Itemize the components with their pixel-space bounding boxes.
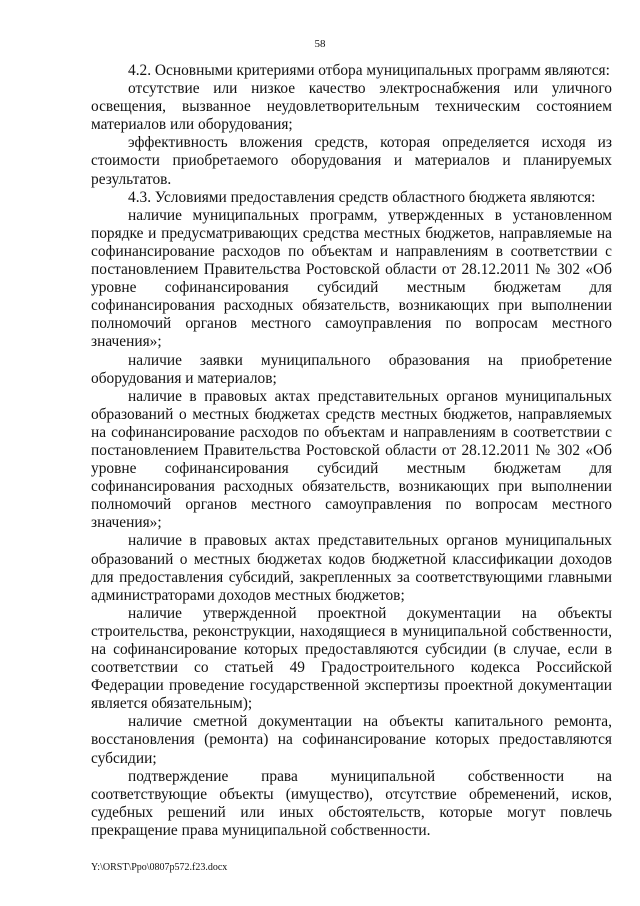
paragraph-condition-budget-funds: наличие в правовых актах представительных органов муниципальных образований о местных бюджетах средств местных бюджетов, направляемых на софинансирование расходов по объектам и направлениям в соответствии с постановлением Правительства Ростовской области от 28.12.2011 № 302 «Об уровне софинансирования субсидий местным бюджетам для софинансирования расходных обязательств, возникающих при выполнении полномочий органов местного самоуправления по вопросам местного значения»;	[91, 387, 612, 532]
paragraph-criteria-heading: 4.2. Основными критериями отбора муниципальных программ являются:	[128, 62, 610, 79]
paragraph-condition-ownership: подтверждение права муниципальной собственности на соответствующие объекты (имущество), отсутствие обременений, исков, судебных решений или иных обстоятельств, которые могут повлечь прекращение права муниципальной собственности.	[91, 767, 612, 839]
paragraph-condition-estimate-docs: наличие сметной документации на объекты капитального ремонта, восстановления (ремонта) на софинансирование которых предоставляются субсидии;	[91, 713, 612, 767]
paragraph-condition-budget-codes: наличие в правовых актах представительных органов муниципальных образований о местных бюджетах кодов бюджетной классификации доходов для предоставления субсидий, закрепленных за соответствующими главными администраторами доходов местных бюджетов;	[91, 532, 612, 604]
footer-file-path: Y:\ORST\Ppo\0807p572.f23.docx	[91, 862, 228, 873]
paragraph-criteria-power-supply: отсутствие или низкое качество электроснабжения или уличного освещения, вызванное неудовлетворительным техническим состоянием материалов или оборудования;	[91, 80, 612, 134]
paragraph-condition-application: наличие заявки муниципального образования на приобретение оборудования и материалов;	[91, 351, 612, 387]
page-number: 58	[314, 38, 326, 50]
paragraph-condition-project-docs: наличие утвержденной проектной документации на объекты строительства, реконструкции, находящиеся в муниципальной собственности, на софинансирование которых предоставляются субсидии (в случае, если в соответствии со статьей 49 Градостроительного кодекса Российской Федерации проведение государственной экспертизы проектной документации является обязательным);	[91, 604, 612, 713]
document-body	[91, 62, 612, 840]
paragraph-criteria-efficiency: эффективность вложения средств, которая определяется исходя из стоимости приобретаемого оборудования и материалов и планируемых результатов.	[91, 134, 612, 188]
paragraph-conditions-heading: 4.3. Условиями предоставления средств областного бюджета являются:	[128, 188, 596, 206]
paragraph-condition-programs: наличие муниципальных программ, утвержденных в установленном порядке и предусматривающих средства местных бюджетов, направляемые на софинансирование расходов по объектам и направлениям в соответствии с постановлением Правительства Ростовской области от 28.12.2011 № 302 «Об уровне софинансирования субсидий местным бюджетам для софинансирования расходных обязательств, возникающих при выполнении полномочий органов местного самоуправления по вопросам местного значения»;	[91, 206, 612, 351]
